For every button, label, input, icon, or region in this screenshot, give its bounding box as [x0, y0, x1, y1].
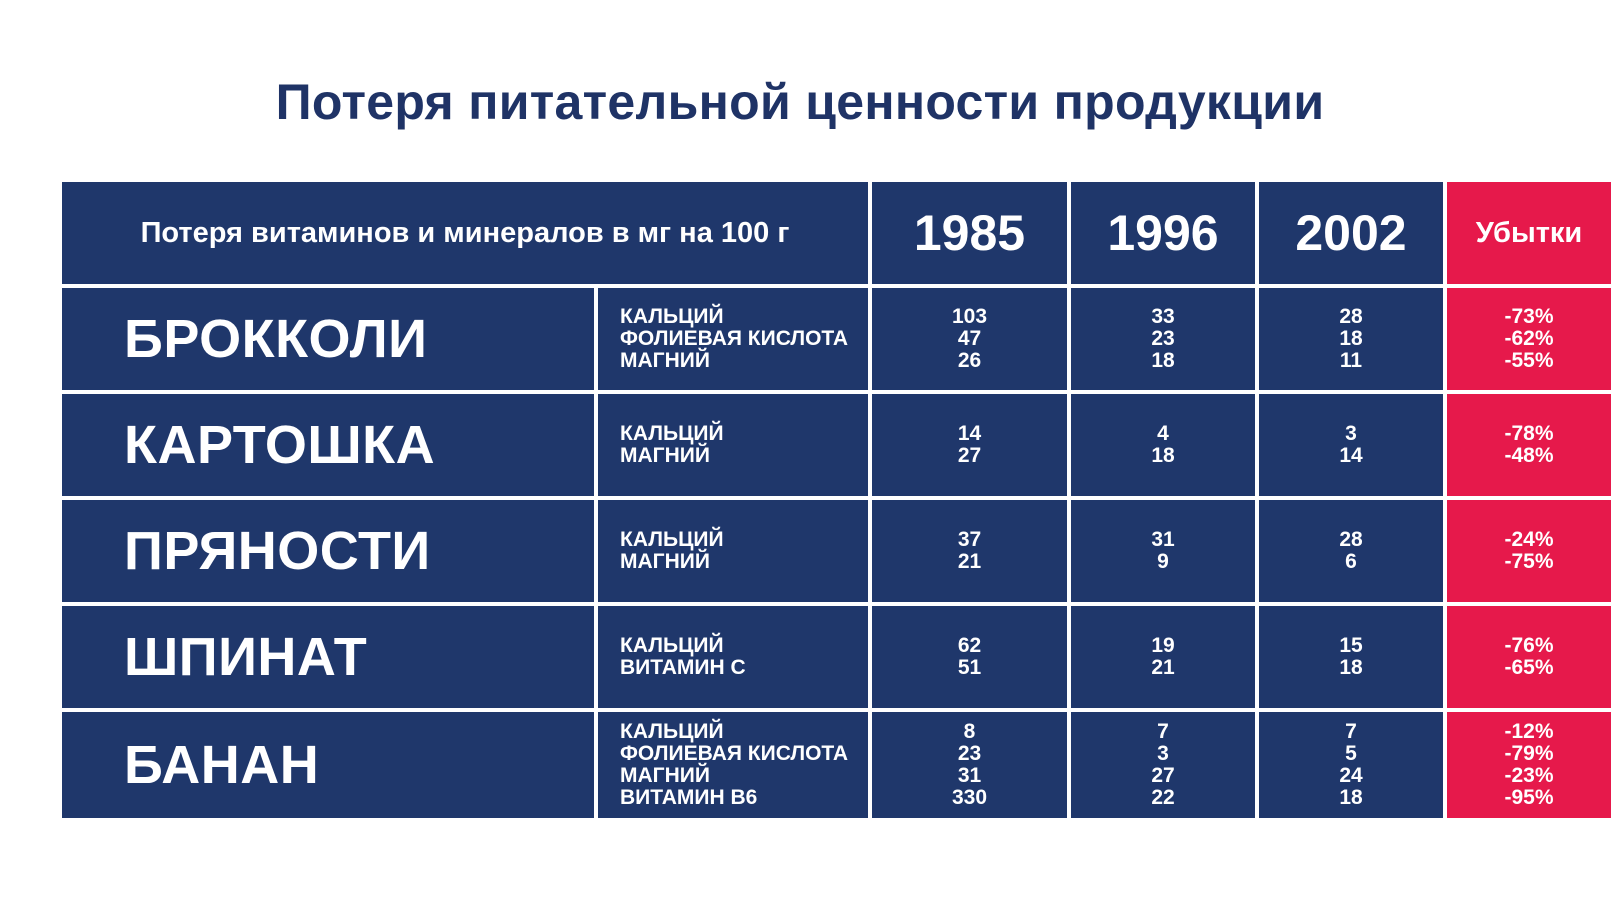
loss-value: -65% [1504, 656, 1554, 679]
loss-cell [1447, 500, 1611, 602]
loss-cell [1447, 394, 1611, 496]
value-1985: 62 [957, 634, 982, 657]
nutrient: КАЛЬЦИЙ [620, 720, 724, 743]
value-2002-cell [1259, 288, 1443, 390]
header-year-1996: 1996 [1071, 182, 1255, 284]
value-1996: 31 [1151, 528, 1175, 551]
value-2002: 28 [1339, 305, 1363, 328]
loss-cell [1447, 288, 1611, 390]
value-2002: 28 [1339, 528, 1363, 551]
product-name: БАНАН [62, 712, 594, 818]
value-1996: 18 [1151, 349, 1175, 372]
loss-value: -95% [1504, 786, 1554, 809]
nutrient: ФОЛИЕВАЯ КИСЛОТА [620, 327, 849, 350]
value-1996: 18 [1151, 444, 1175, 467]
nutrient-cell [598, 500, 868, 602]
value-2002: 24 [1339, 764, 1363, 787]
product-name: БРОККОЛИ [62, 288, 594, 390]
value-2002-cell [1259, 500, 1443, 602]
value-2002-cell [1259, 712, 1443, 818]
loss-value: -75% [1504, 550, 1554, 573]
nutrient-cell [598, 606, 868, 708]
loss-value: -62% [1504, 327, 1554, 350]
header-year-2002: 2002 [1259, 182, 1443, 284]
nutrient: ФОЛИЕВАЯ КИСЛОТА [620, 742, 849, 765]
value-1985-cell [872, 288, 1067, 390]
value-1985: 37 [957, 528, 982, 551]
value-2002: 15 [1339, 634, 1363, 657]
value-2002: 11 [1339, 349, 1363, 372]
value-1996-cell [1071, 288, 1255, 390]
nutrient: КАЛЬЦИЙ [620, 422, 724, 445]
value-1996: 7 [1157, 720, 1169, 743]
value-1996: 23 [1151, 327, 1175, 350]
product-name: ШПИНАТ [62, 606, 594, 708]
value-1985: 47 [957, 327, 982, 350]
value-1996: 33 [1151, 305, 1175, 328]
loss-value: -78% [1504, 422, 1554, 445]
value-2002: 14 [1339, 444, 1363, 467]
header-loss: Убытки [1447, 182, 1611, 284]
value-1996: 9 [1157, 550, 1169, 573]
nutrient: МАГНИЙ [620, 764, 710, 787]
value-1996: 21 [1151, 656, 1175, 679]
loss-value: -24% [1504, 528, 1554, 551]
value-2002: 18 [1339, 786, 1363, 809]
header-year-1985: 1985 [872, 182, 1067, 284]
value-1985: 8 [963, 720, 976, 743]
value-2002: 3 [1345, 422, 1357, 445]
value-1996: 3 [1157, 742, 1169, 765]
nutrient: КАЛЬЦИЙ [620, 528, 724, 551]
loss-value: -55% [1504, 349, 1554, 372]
value-1985: 31 [957, 764, 982, 787]
value-2002-cell [1259, 606, 1443, 708]
nutrient-cell [598, 394, 868, 496]
value-1996-cell [1071, 606, 1255, 708]
value-2002: 6 [1345, 550, 1357, 573]
value-1996-cell [1071, 394, 1255, 496]
value-1985: 51 [957, 656, 982, 679]
value-2002: 18 [1339, 327, 1363, 350]
value-2002: 7 [1345, 720, 1357, 743]
loss-value: -76% [1504, 634, 1554, 657]
value-1985-cell [872, 606, 1067, 708]
loss-cell [1447, 606, 1611, 708]
value-1985-cell [872, 500, 1067, 602]
loss-value: -12% [1504, 720, 1554, 743]
value-1985: 14 [957, 422, 982, 445]
nutrition-loss-table [62, 182, 1583, 810]
nutrient: КАЛЬЦИЙ [620, 634, 724, 657]
value-1996-cell [1071, 712, 1255, 818]
nutrient-cell [598, 288, 868, 390]
nutrient: КАЛЬЦИЙ [620, 305, 724, 328]
value-1985: 26 [957, 349, 982, 372]
nutrient: ВИТАМИН В6 [620, 786, 758, 809]
nutrient: ВИТАМИН С [620, 656, 746, 679]
loss-value: -48% [1504, 444, 1554, 467]
product-name: ПРЯНОСТИ [62, 500, 594, 602]
value-1996: 22 [1151, 786, 1175, 809]
value-2002: 5 [1345, 742, 1357, 765]
nutrient: МАГНИЙ [620, 444, 710, 467]
value-1996-cell [1071, 500, 1255, 602]
value-1985: 330 [951, 786, 988, 809]
value-1985: 21 [957, 550, 982, 573]
loss-cell [1447, 712, 1611, 818]
product-name: КАРТОШКА [62, 394, 594, 496]
loss-value: -79% [1504, 742, 1554, 765]
value-2002: 18 [1339, 656, 1363, 679]
value-1996: 4 [1157, 422, 1169, 445]
value-2002-cell [1259, 394, 1443, 496]
value-1996: 27 [1151, 764, 1175, 787]
nutrient: МАГНИЙ [620, 349, 710, 372]
loss-value: -73% [1504, 305, 1554, 328]
nutrient: МАГНИЙ [620, 550, 710, 573]
value-1985-cell [872, 394, 1067, 496]
value-1985: 27 [957, 444, 982, 467]
value-1996: 19 [1151, 634, 1175, 657]
nutrient-cell [598, 712, 868, 818]
page-title: Потеря питательной ценности продукции [275, 74, 1325, 130]
loss-value: -23% [1504, 764, 1554, 787]
value-1985-cell [872, 712, 1067, 818]
value-1985: 103 [951, 305, 988, 328]
value-1985: 23 [957, 742, 982, 765]
header-label: Потеря витаминов и минералов в мг на 100 г [62, 182, 868, 284]
